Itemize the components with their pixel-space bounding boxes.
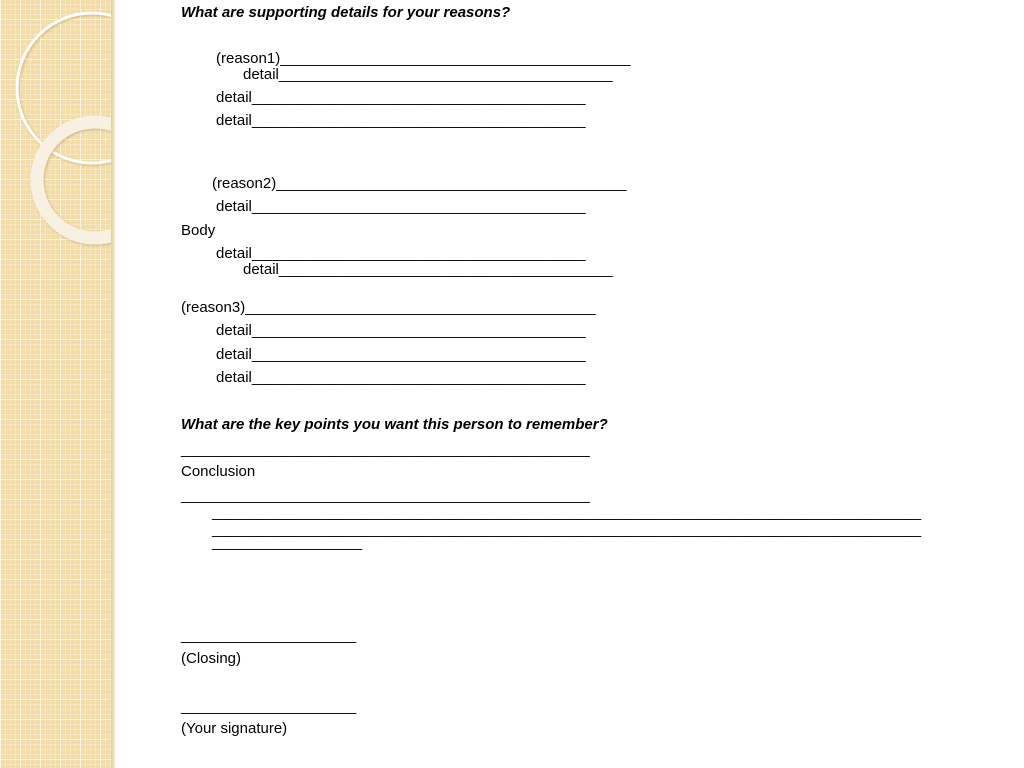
ring-small — [37, 122, 113, 238]
ring-large — [17, 13, 113, 163]
closing-line: _____________________ — [181, 627, 357, 644]
reason3-detail2-line: detail________________________________________ — [216, 346, 586, 363]
body-label: Body — [181, 222, 216, 239]
reason3-line: (reason3)__________________________________________ — [181, 299, 596, 316]
question-supporting-details: What are supporting details for your reasons? — [181, 4, 511, 21]
decorative-rings — [0, 0, 113, 768]
conclusion-line-3: _____________________________________________________________________________________ — [212, 521, 922, 538]
signature-label: (Your signature) — [181, 720, 288, 737]
reason3-detail1-line: detail________________________________________ — [216, 322, 586, 339]
sidebar-edge — [111, 0, 115, 768]
decorative-sidebar — [0, 0, 113, 768]
reason2-detail2-line: detail________________________________________ — [216, 245, 586, 262]
reason2-line: (reason2)__________________________________________ — [212, 175, 627, 192]
conclusion-label: Conclusion — [181, 463, 256, 480]
reason2-detail1-line: detail________________________________________ — [216, 198, 586, 215]
reason1-line: (reason1)__________________________________________ — [216, 50, 631, 67]
conclusion-line-1: _________________________________________________ — [181, 487, 590, 504]
reason1-detail1-line: detail________________________________________ — [243, 66, 613, 83]
reason1-detail2-line: detail________________________________________ — [216, 89, 586, 106]
reason3-detail3-line: detail________________________________________ — [216, 369, 586, 386]
conclusion-line-4: __________________ — [212, 534, 363, 551]
question-key-points: What are the key points you want this person to remember? — [181, 416, 608, 433]
signature-line: _____________________ — [181, 698, 357, 715]
reason1-detail3-line: detail________________________________________ — [216, 112, 586, 129]
reason2-detail3-line: detail________________________________________ — [243, 261, 613, 278]
key-points-line: _________________________________________________ — [181, 441, 590, 458]
conclusion-line-2: _____________________________________________________________________________________ — [212, 504, 922, 521]
closing-label: (Closing) — [181, 650, 242, 667]
